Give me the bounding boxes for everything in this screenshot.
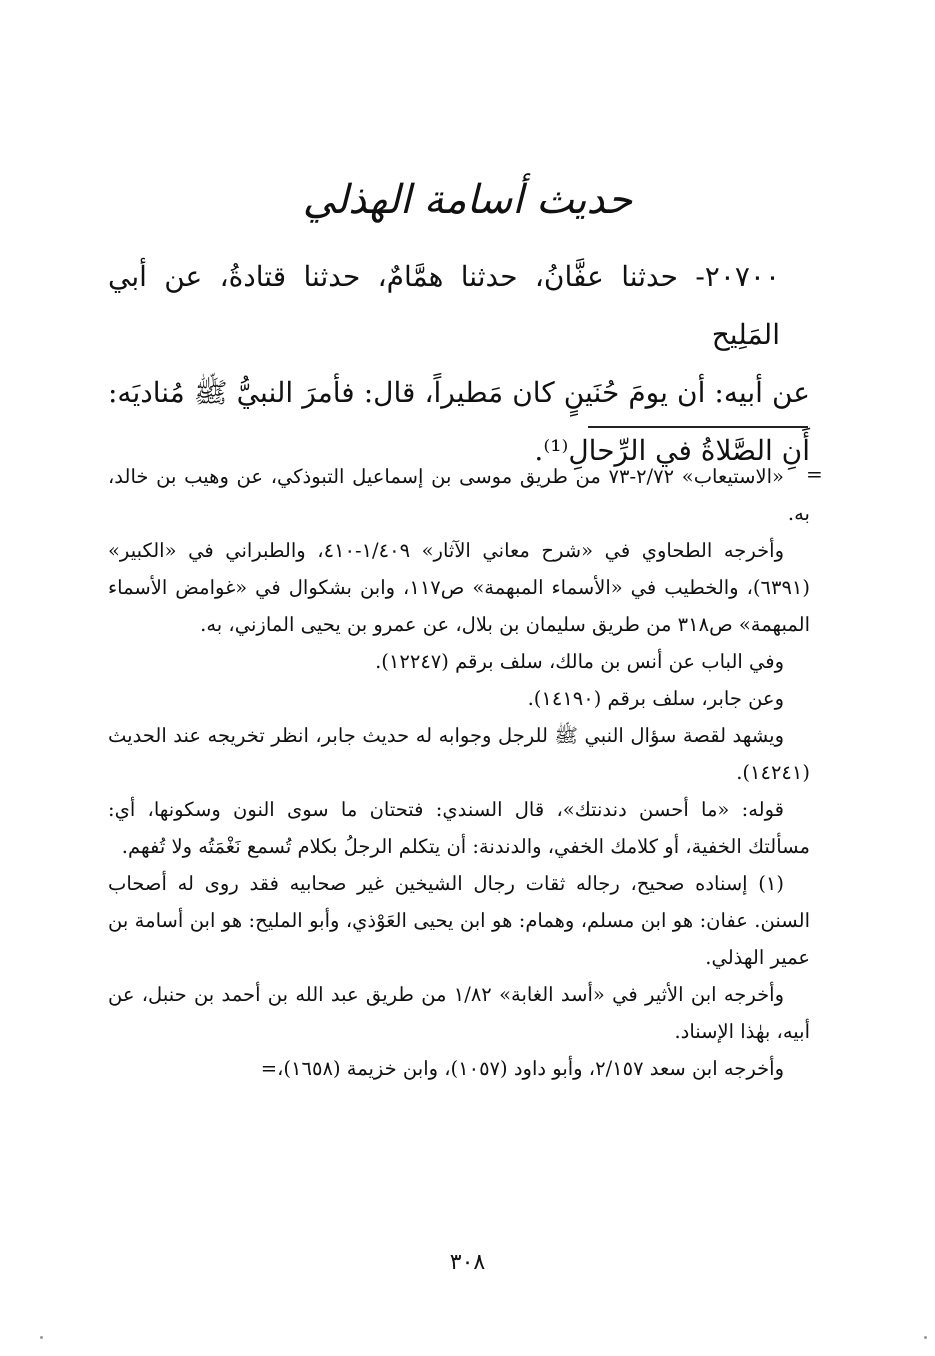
footnote-paragraph: قوله: «ما أحسن دندنتك»، قال السندي: فتحتان ما سوى النون وسكونها، أي: مسألتك الخفية، أو كلامك الخفي، والدندنة: أن يتكلم الرجلُ بكلام تُسمع نَغْمَتُه ولا تُفهم. xyxy=(108,798,810,858)
continuation-mark: = xyxy=(806,462,823,486)
footnote-paragraph: وأخرجه ابن سعد ٢/١٥٧، وأبو داود (١٠٥٧)، وابن خزيمة (١٦٥٨)،= xyxy=(260,1057,784,1080)
scan-speck xyxy=(924,1336,927,1339)
footnote-paragraph: وفي الباب عن أنس بن مالك، سلف برقم (١٢٢٤٧). xyxy=(375,650,784,673)
hadith-line-2: عن أبيه: أن يومَ حُنَينٍ كان مَطيراً، قال: فأمرَ النبيُّ ﷺ مُناديَه: أَنِ الصَّلاةُ في الرِّحالِ⁽¹⁾. xyxy=(108,376,810,467)
footnote-paragraph: وأخرجه ابن الأثير في «أسد الغابة» ١/٨٢ من طريق عبد الله بن أحمد بن حنبل، عن أبيه، بهٰذا الإسناد. xyxy=(108,983,810,1043)
footnote-paragraph: «الاستيعاب» ٢/٧٢-٧٣ من طريق موسى بن إسماعيل التبوذكي، عن وهيب بن خالد، به. xyxy=(108,465,810,525)
scan-speck xyxy=(40,1336,43,1339)
footnote-paragraph: وعن جابر، سلف برقم (١٤١٩٠). xyxy=(527,687,784,710)
section-heading: حديث أسامة الهذلي xyxy=(302,177,633,223)
footnote-paragraph: ويشهد لقصة سؤال النبي ﷺ للرجل وجوابه له حديث جابر، انظر تخريجه عند الحديث (١٤٢٤١). xyxy=(108,724,810,784)
footnote-separator xyxy=(588,426,808,428)
footnote-paragraph: (١) إسناده صحيح، رجاله ثقات رجال الشيخين غير صحابيه فقد روى له أصحاب السنن. عفان: هو ابن مسلم، وهمام: هو ابن يحيى العَوْذي، وأبو المليح: هو ابن أسامة بن عمير الهذلي. xyxy=(108,872,810,969)
hadith-text xyxy=(108,248,810,480)
footnote-paragraph: وأخرجه الطحاوي في «شرح معاني الآثار» ١/٤٠٩-٤١٠، والطبراني في «الكبير» (٦٣٩١)، والخطيب في «الأسماء المبهمة» ص١١٧، وابن بشكوال في «غوامض الأسماء المبهمة» ص٣١٨ من طريق سليمان بن بلال، عن عمرو بن يحيى المازني، به. xyxy=(108,539,811,636)
page-number: ٣٠٨ xyxy=(449,1250,486,1275)
hadith-line-1: ٢٠٧٠٠- حدثنا عفَّانُ، حدثنا همَّامٌ، حدثنا قتادةُ، عن أبي المَلِيح xyxy=(108,260,780,351)
footnotes xyxy=(108,458,810,1087)
